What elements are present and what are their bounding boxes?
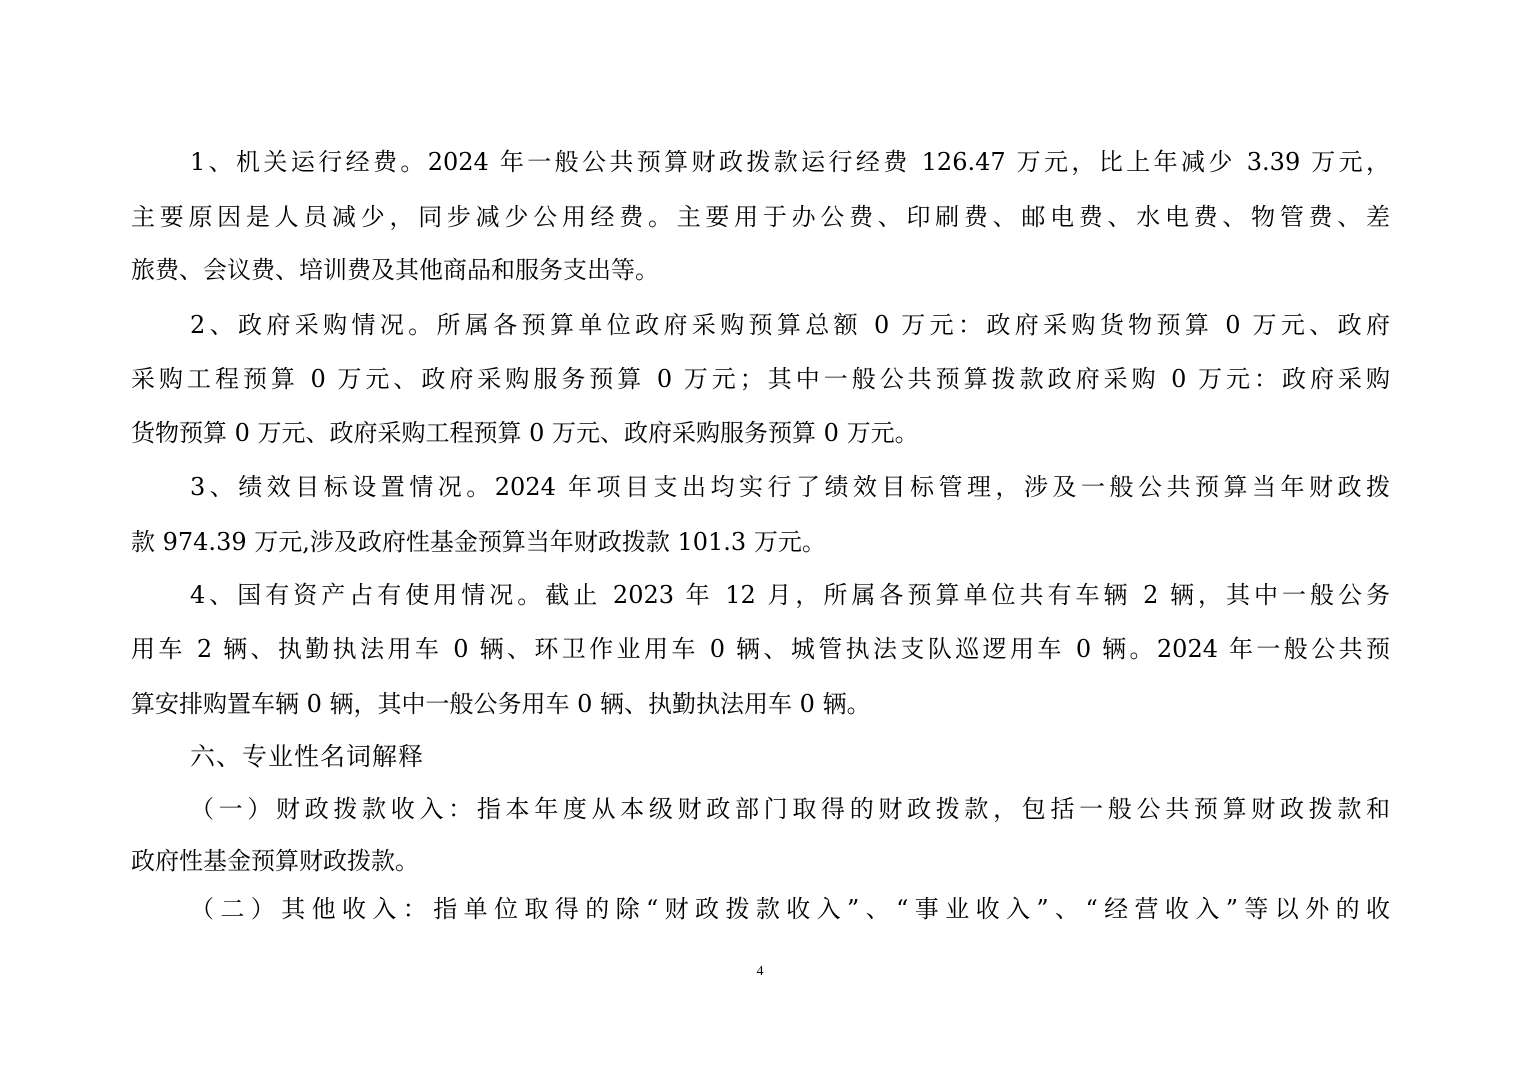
paragraph-2-line-2: 采购工程预算 0 万元、政府采购服务预算 0 万元；其中一般公共预算拨款政府采购 0 万元：政府采购	[131, 365, 1390, 393]
paragraph-2-line-1: 2、政府采购情况。所属各预算单位政府采购预算总额 0 万元：政府采购货物预算 0 万元、政府	[190, 311, 1390, 339]
paragraph-1-line-3: 旅费、会议费、培训费及其他商品和服务支出等。	[131, 256, 659, 284]
definition-1-line-1: （一）财政拨款收入：指本年度从本级财政部门取得的财政拨款，包括一般公共预算财政拨款和	[190, 795, 1390, 823]
definition-1-line-2: 政府性基金预算财政拨款。	[131, 847, 419, 875]
paragraph-1-line-1: 1、机关运行经费。2024 年一般公共预算财政拨款运行经费 126.47 万元，比上年减少 3.39 万元，	[190, 148, 1390, 176]
paragraph-3-line-1: 3、绩效目标设置情况。2024 年项目支出均实行了绩效目标管理，涉及一般公共预算当年财政拨	[190, 473, 1390, 501]
paragraph-1-line-2: 主要原因是人员减少，同步减少公用经费。主要用于办公费、印刷费、邮电费、水电费、物管费、差	[131, 203, 1390, 231]
paragraph-2-line-3: 货物预算 0 万元、政府采购工程预算 0 万元、政府采购服务预算 0 万元。	[131, 419, 919, 447]
paragraph-4-line-2: 用车 2 辆、执勤执法用车 0 辆、环卫作业用车 0 辆、城管执法支队巡逻用车 0 辆。2024 年一般公共预	[131, 635, 1390, 663]
section-heading: 六、专业性名词解释	[190, 742, 425, 771]
paragraph-3-line-2: 款 974.39 万元,涉及政府性基金预算当年财政拨款 101.3 万元。	[131, 528, 826, 556]
paragraph-4-line-3: 算安排购置车辆 0 辆，其中一般公务用车 0 辆、执勤执法用车 0 辆。	[131, 690, 871, 718]
paragraph-4-line-1: 4、国有资产占有使用情况。截止 2023 年 12 月，所属各预算单位共有车辆 2 辆，其中一般公务	[190, 581, 1390, 609]
definition-2-line-1: （二）其他收入：指单位取得的除“财政拨款收入”、“事业收入”、“经营收入”等以外的收	[190, 895, 1390, 923]
page-number: 4	[756, 964, 764, 979]
